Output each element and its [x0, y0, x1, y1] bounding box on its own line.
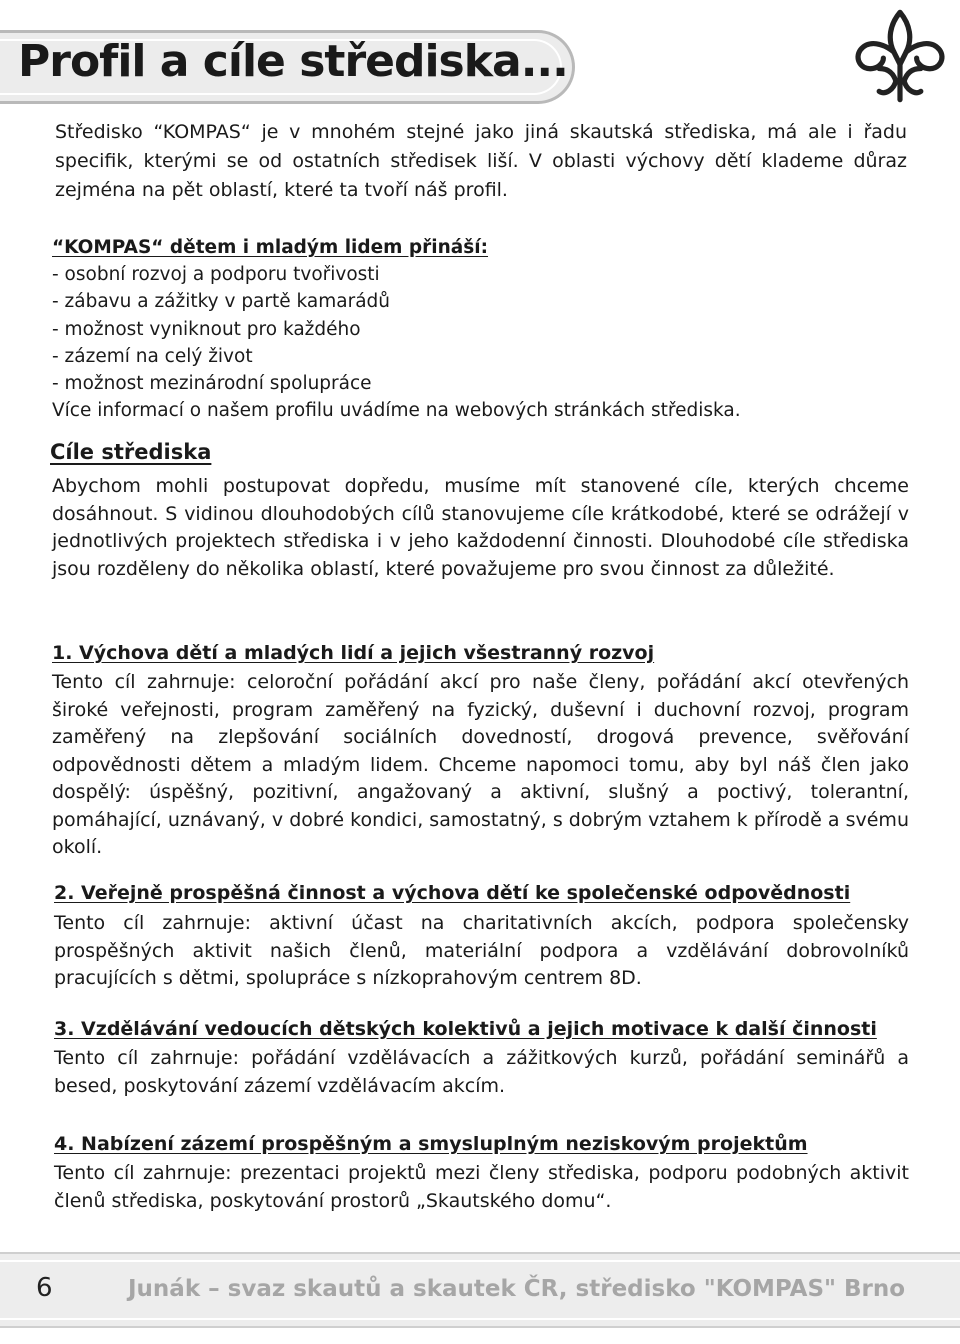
list-item: - možnost mezinárodní spolupráce [52, 373, 372, 395]
page-number: 6 [36, 1273, 53, 1303]
list-item: - možnost vyniknout pro každého [52, 318, 361, 340]
list-item: - zázemí na celý život [52, 345, 253, 367]
section-heading-3: 3. Vzdělávání vedoucích dětských kolektivů a jejich motivace k další činnosti [54, 1018, 877, 1040]
list-item: - zábavu a zážitky v partě kamarádů [52, 291, 391, 313]
goals-heading: Cíle střediska [50, 440, 212, 464]
section-text-4: Tento cíl zahrnuje: prezentaci projektů mezi členy střediska, podporu podobných aktivit členů střediska, poskytování prostorů „Skautského domu“. [54, 1162, 909, 1212]
profile-block [52, 234, 912, 424]
section-heading-1: 1. Výchova dětí a mladých lidí a jejich všestranný rozvoj [52, 642, 655, 664]
page-title: Profil a cíle střediska... [18, 36, 568, 87]
section-text-2: Tento cíl zahrnuje: aktivní účast na charitativních akcích, podpora společensky prospěšných aktivit našich členů, materiální podpora a vzdělávání dobrovolníků pracujících s dětmi, spolupráce s nízkoprahovým centrem 8D. [54, 912, 909, 989]
goals-intro: Abychom mohli postupovat dopředu, musíme mít stanovené cíle, kterých chceme dosáhnout. S vidinou dlouhodobých cílů stanovujeme cíle krátkodobé, které se odrážejí v jednotlivých projektech střediska i v jeho každodenní činnosti. Dlouhodobé cíle střediska jsou rozděleny do několika oblastí, které považujeme pro svou činnost za důležité. [52, 475, 909, 580]
list-item: - osobní rozvoj a podporu tvořivosti [52, 264, 380, 286]
section-heading-4: 4. Nabízení zázemí prospěšným a smysluplným neziskovým projektům [54, 1133, 808, 1155]
section-text-3: Tento cíl zahrnuje: pořádání vzdělávacích a zážitkových kurzů, pořádání seminářů a besed, poskytování zázemí vzdělávacím akcím. [54, 1047, 909, 1097]
section-heading-2: 2. Veřejně prospěšná činnost a výchova dětí ke společenské odpovědnosti [54, 882, 851, 904]
section-text-1: Tento cíl zahrnuje: celoroční pořádání akcí pro naše členy, pořádání akcí otevřených široké veřejnosti, program zaměřený na fyzický, duševní i duchovní rozvoj, program zaměřený na zlepšování sociálních dovedností, drogová prevence, svěřování odpovědnosti dětem a mladým lidem. Chceme napomoci tomu, aby byl náš člen jako dospělý: úspěšný, pozitivní, angažovaný a aktivní, slušný a poctivý, tolerantní, pomáhající, uznávaný, v dobré kondici, samostatný, s dobrým vztahem k přírodě a svému okolí. [52, 671, 909, 858]
more-info-text: Více informací o našem profilu uvádíme na webových stránkách střediska. [52, 400, 741, 422]
intro-paragraph: Středisko “KOMPAS“ je v mnohém stejné jako jiná skautská střediska, má ale i řadu specifik, kterými se od ostatních středisek liší. V oblasti výchovy dětí klademe důraz zejména na pět oblastí, které ta tvoří náš profil. [55, 121, 907, 201]
footer-text: Junák – svaz skautů a skautek ČR, středisko "KOMPAS" Brno [128, 1276, 906, 1302]
scout-lily-icon [848, 4, 952, 108]
profile-heading: “KOMPAS“ dětem i mladým lidem přináší: [52, 237, 489, 258]
